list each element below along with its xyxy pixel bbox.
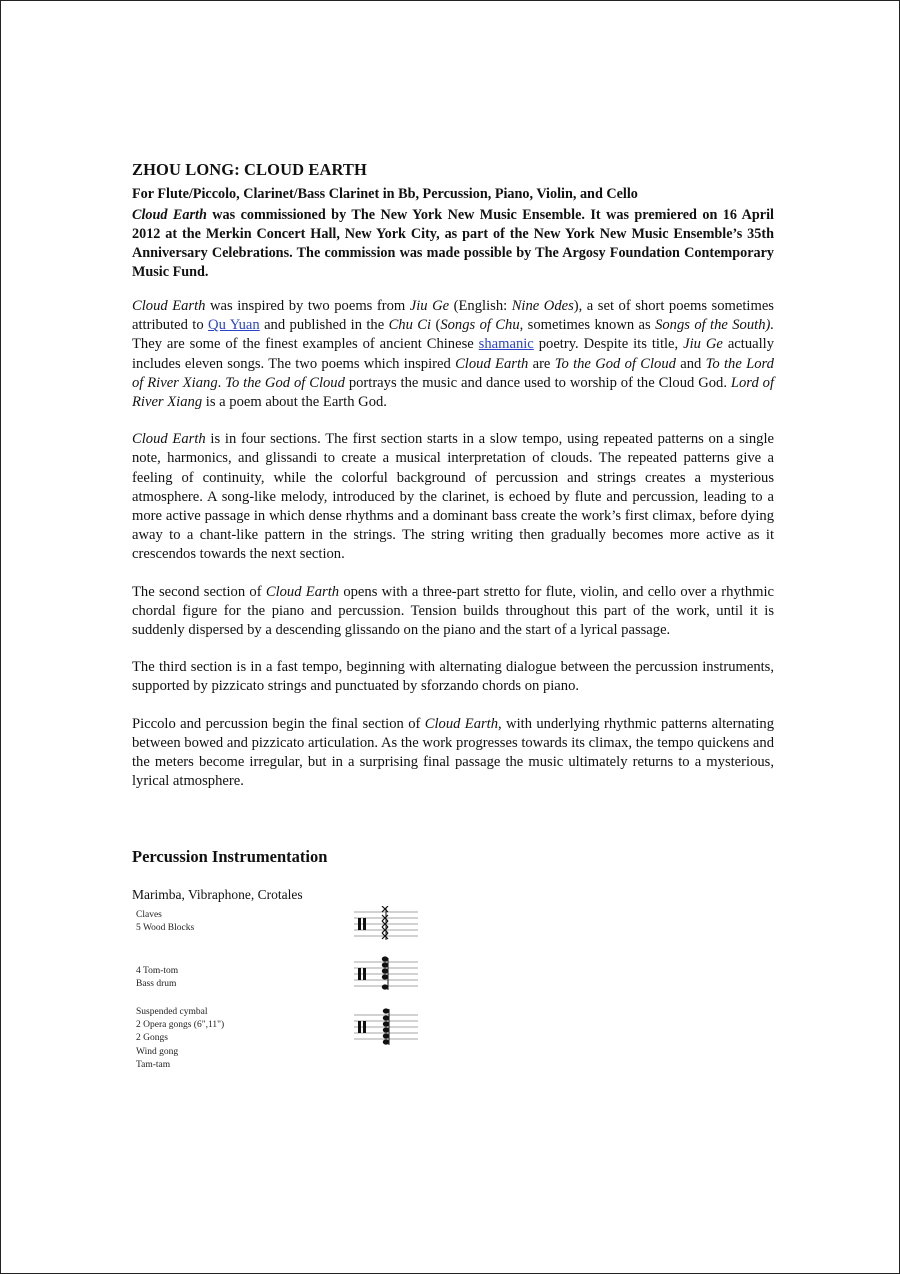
instrument-label: Tam-tam: [136, 1059, 171, 1070]
instrumentation-line: For Flute/Piccolo, Clarinet/Bass Clarinet in Bb, Percussion, Piano, Violin, and Cello: [132, 186, 638, 202]
italic-text: Lord of River Xiang: [132, 374, 774, 411]
paragraph-final-section: [132, 715, 774, 792]
drum-staff-icon: [352, 956, 420, 992]
italic-text: Songs of Chu: [440, 317, 520, 334]
italic-text: Cloud Earth: [132, 431, 206, 448]
italic-text: Jiu Ge: [409, 298, 450, 314]
commission-paragraph: [132, 206, 774, 282]
instrument-label: Claves: [136, 910, 162, 920]
text: is in four sections. The first section starts in a slow tempo, using repeated patterns on a single note, harmonics, and glissandi to create a musical interpretation of clouds. The repeated patterns give a feeling of continuity, while the colorful background of percussion and strings creates a mysterious atmosphere. A song-like melody, introduced by the clarinet, is echoed by flute and percussion, leading to a more active passage in which dense rhythms and a dominant bass create the work’s first climax, before dying away to a chant-like pattern in the strings. The string writing then gradually becomes more active as it crescendos towards the next section.: [132, 431, 774, 563]
percussion-group-3: [136, 1006, 224, 1072]
percussion-group-1: [136, 909, 194, 935]
instrument-label: 2 Gongs: [136, 1033, 168, 1044]
text: (: [431, 317, 441, 334]
italic-text: To the God of Cloud: [554, 355, 676, 372]
italic-text: Jiu Ge: [683, 336, 723, 353]
document-body: [132, 160, 774, 809]
instrument-label: 5 Wood Blocks: [136, 923, 195, 934]
text: are: [528, 355, 555, 372]
text: They are some of the finest examples of ancient Chinese: [132, 336, 479, 353]
italic-text: Nine Odes: [511, 298, 574, 314]
italic-text: Cloud Earth: [132, 298, 206, 314]
page-title: ZHOU LONG: CLOUD EARTH: [132, 160, 367, 179]
work-title-italic: Cloud Earth: [132, 207, 207, 223]
italic-text: Chu Ci: [388, 317, 432, 334]
mallet-instruments: Marimba, Vibraphone, Crotales: [132, 887, 303, 902]
instrument-label: Wind gong: [136, 1046, 179, 1057]
paragraph-four-sections: [132, 430, 774, 564]
instrument-label: Bass drum: [136, 979, 177, 990]
italic-text: Cloud Earth: [455, 355, 529, 372]
instrument-label: Suspended cymbal: [136, 1007, 208, 1017]
text: and: [675, 355, 706, 372]
shamanic-link[interactable]: shamanic: [478, 336, 534, 353]
paragraph-second-section: [132, 583, 774, 641]
text: portrays the music and dance used to worship of the Cloud God.: [344, 374, 731, 391]
commission-text: was commissioned by The New York New Music Ensemble. It was premiered on 16 April 2012 at the Merkin Concert Hall, New York City, as part of the New York New Music Ensemble’s 35th Anniversary Celebrations. The commission was made possible by The Argosy Foundation Contemporary Music Fund.: [132, 207, 774, 280]
text: was inspired by two poems from: [205, 298, 410, 314]
qu-yuan-link[interactable]: Qu Yuan: [208, 317, 260, 334]
text: .: [217, 374, 226, 391]
paragraph-third-section: The third section is in a fast tempo, beginning with alternating dialogue between the percussion instruments, supported by pizzicato strings and punctuated by sforzando chords on piano.: [132, 659, 774, 695]
italic-text: Cloud Earth: [424, 715, 499, 732]
italic-text: To the God of Cloud: [225, 374, 345, 391]
text: poetry. Despite its title,: [533, 336, 684, 353]
gong-staff-icon: [352, 1007, 420, 1047]
text: and published in the: [259, 317, 389, 334]
text: Piccolo and percussion begin the final section of: [132, 715, 425, 732]
text: ), a set of short poems sometimes attributed to: [132, 298, 774, 334]
text: is a poem about the Earth God.: [202, 394, 387, 411]
paragraph-inspiration: [132, 297, 774, 412]
text: actually includes eleven songs. The two poems which inspired: [132, 336, 775, 372]
italic-text: To the Lord of River Xiang: [132, 355, 774, 391]
wood-block-staff-icon: [352, 906, 420, 942]
instrument-label: 4 Tom-tom: [136, 966, 179, 976]
instrument-label: 2 Opera gongs (6",11"): [136, 1020, 225, 1031]
text: The second section of: [132, 583, 266, 600]
text: opens with a three-part stretto for flute, violin, and cello over a rhythmic chordal figure for the piano and percussion. Tension builds throughout this part of the work, until it is suddenly dispersed by a descending glissando on the piano and the start of a lyrical passage.: [132, 583, 774, 639]
text: , sometimes known as: [519, 317, 656, 334]
italic-text: Songs of the South).: [655, 317, 774, 334]
percussion-group-2: [136, 965, 178, 991]
text: (English:: [449, 298, 512, 314]
percussion-heading: Percussion Instrumentation: [132, 847, 328, 866]
italic-text: Cloud Earth: [265, 583, 340, 600]
text: , with underlying rhythmic patterns alternating between bowed and pizzicato articulation. As the work progresses towards its climax, the tempo quickens and the meters become irregular, but in a surprising final passage the music ultimately returns to a mysterious, lyrical atmosphere.: [132, 715, 774, 790]
